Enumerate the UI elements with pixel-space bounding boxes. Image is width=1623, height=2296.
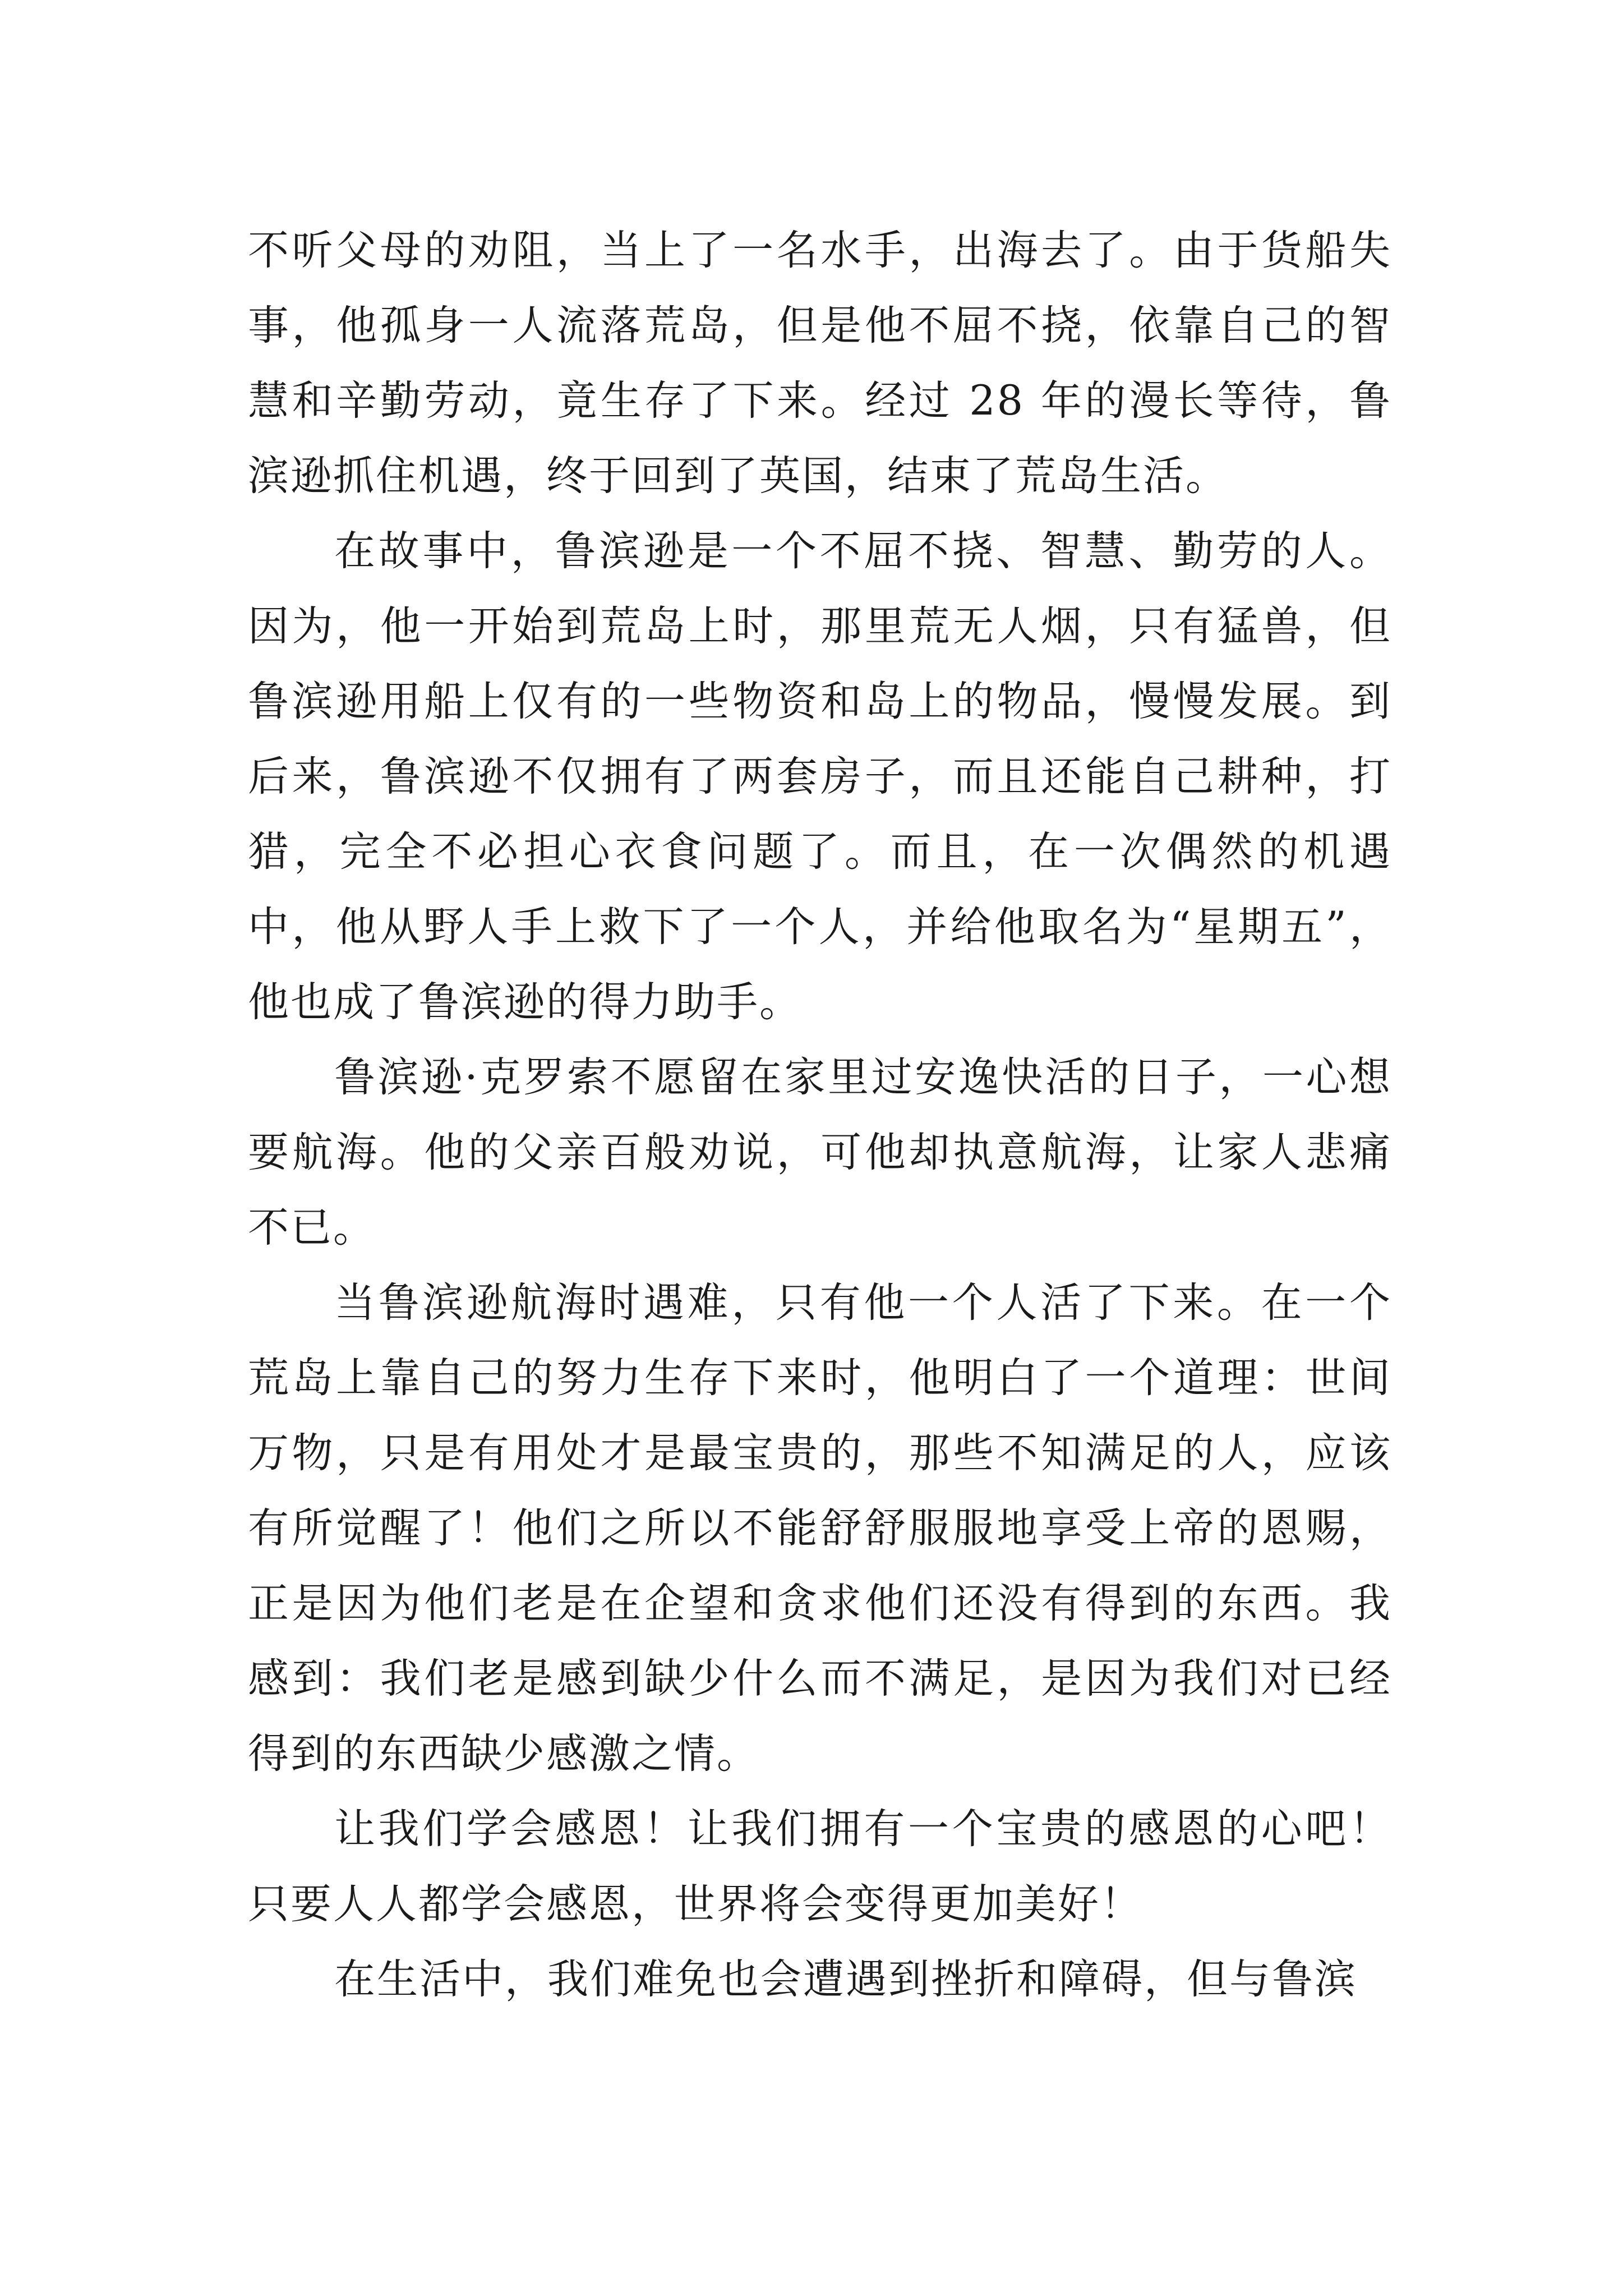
body-text bbox=[248, 213, 1392, 2017]
paragraph-2: 在故事中，鲁滨逊是一个不屈不挠、智慧、勤劳的人。因为，他一开始到荒岛上时，那里荒无人烟，只有猛兽，但鲁滨逊用船上仅有的一些物资和岛上的物品，慢慢发展。到后来，鲁滨逊不仅拥有了两套房子，而且还能自己耕种，打猎，完全不必担心衣食问题了。而且，在一次偶然的机遇中，他从野人手上救下了一个人，并给他取名为“星期五”，他也成了鲁滨逊的得力助手。 bbox=[248, 527, 1392, 1026]
paragraph-5: 让我们学会感恩！让我们拥有一个宝贵的感恩的心吧！只要人人都学会感恩，世界将会变得更加美好！ bbox=[248, 1805, 1392, 1928]
paragraph-6: 在生活中，我们难免也会遭遇到挫折和障碍，但与鲁滨 bbox=[334, 1955, 1357, 2003]
paragraph-1: 不听父母的劝阻，当上了一名水手，出海去了。由于货船失事，他孤身一人流落荒岛，但是他不屈不挠，依靠自己的智慧和辛勤劳动，竟生存了下来。经过 28 年的漫长等待，鲁滨逊抓住机遇，终于回到了英国，结束了荒岛生活。 bbox=[248, 227, 1392, 500]
paragraph-4: 当鲁滨逊航海时遇难，只有他一个人活了下来。在一个荒岛上靠自己的努力生存下来时，他明白了一个道理：世间万物，只是有用处才是最宝贵的，那些不知满足的人，应该有所觉醒了！他们之所以不能舒舒服服地享受上帝的恩赐，正是因为他们老是在企望和贪求他们还没有得到的东西。我感到：我们老是感到缺少什么而不满足，是因为我们对已经得到的东西缺少感激之情。 bbox=[248, 1279, 1392, 1778]
paragraph-3: 鲁滨逊·克罗索不愿留在家里过安逸快活的日子，一心想要航海。他的父亲百般劝说，可他却执意航海，让家人悲痛不已。 bbox=[248, 1053, 1392, 1251]
